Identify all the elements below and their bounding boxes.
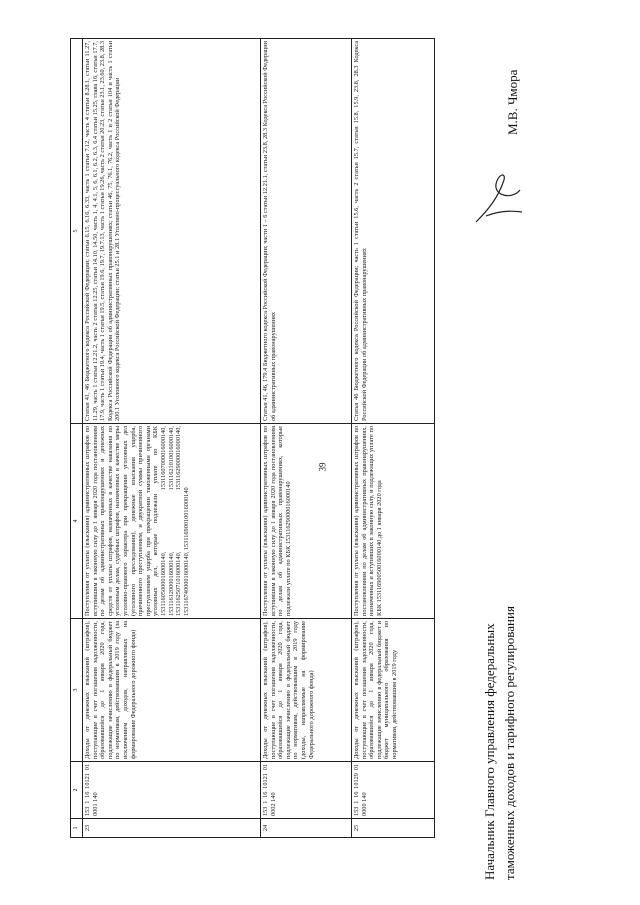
header-cell: 2	[71, 762, 83, 819]
header-cell: 3	[71, 619, 83, 762]
row-number: 24	[261, 819, 352, 838]
rotated-table-container	[70, 38, 450, 838]
row-basis: Статьи 41, 46 Бюджетного кодекса Российской Федерации; статьи 6.15, 6.16, 6.33, часть 1 статьи 7.12, часть 4 статьи 8.28.1, статьи 11.27, 11.29, часть 1 статьи 12.21.2, часть 2 статьи 12.25, статьи 14.10, 14.50, часть 1, 4, 4.1, 5, 6, 6.1, 6.2, 6.3, 6.4 статьи 15.25, глава 16, статьи 17.7, 17.9, часть 1 статьи 19.4, часть 1 статьи 19.5, статьи 19.6, 19.7, 19.7.13, часть 1 статьи 19.26, часть 2 статьи 20.23, статьи 23.1, 23.60, 23.8, 28.3 Кодекса Российской Федерации об административных правонарушениях; статьи 46, 75, 76.1, 76.2, часть 1 и 2 статьи 104 и часть 1 статьи 200.1 Уголовного кодекса Российской Федерации; статьи 25.1 и 28.1 Уголовно-процессуального кодекса Российской Федерации	[83, 39, 261, 424]
table-row	[83, 39, 261, 838]
page-number: 39	[317, 462, 328, 472]
row-name: Доходы от денежных взысканий (штрафов), поступающие в счет погашения задолженности, образовавшейся до 1 января 2020 года, подлежащие зачислению в федеральный бюджет по нормативам, действовавшим в 2019 году (доходы, направляемые на формирование Федерального дорожного фонда)	[261, 619, 352, 762]
row-number: 23	[83, 819, 261, 838]
row-code: 153 1 16 10121 01 0001 140	[83, 762, 261, 819]
header-cell: 5	[71, 39, 83, 424]
table-header-row	[71, 39, 83, 838]
table-row	[352, 39, 435, 838]
table-row	[261, 39, 352, 838]
row-description: Поступления от уплаты (взыскания) административных штрафов по вступившим в законную силу до 1 января 2020 года постановлениям по делам об административных правонарушениях и денежных средств от уплаты штрафов, назначенных в качестве наказания по уголовным делам, судебных штрафов, назначенных в качестве меры уголовно-правового характера при прекращении уголовных дел (уголовного преследования), денежные взыскания ущерба, причиненного преступлением, и двукратной суммы причиненного преступлением ущерба при прекращении таможенными органами уголовных дел, которые подлежали уплате по КБК 15311605000016000140, 15311607000016000140, 15311612000016000140, 15311621010016000140, 15311625071016000140, 15311629000016000140, 15311674000016000140, 15311690010016000140	[83, 424, 261, 619]
revenue-table	[70, 38, 435, 838]
header-cell: 1	[71, 819, 83, 838]
row-name: Доходы от денежных взысканий (штрафов), поступающие в счет погашения задолженности, образовавшейся до 1 января 2020 года, подлежащие зачислению в федеральный бюджет по нормативам, действовавшим в 2019 году (за исключением доходов, направляемых на формирование Федерального дорожного фонда)	[83, 619, 261, 762]
handwritten-signature	[468, 160, 528, 230]
row-number: 25	[352, 819, 435, 838]
signatory-title: Начальник Главного управления федеральных таможенных доходов и тарифного регулирования	[482, 606, 517, 880]
row-description: Поступления от уплаты (взыскания) административных штрафов по вступившим в законную силу до 1 января 2020 года постановлениям по делам об административных правонарушениях, которые подлежали уплате по КБК 15311629000016000140	[261, 424, 352, 619]
row-basis: Статьи 41, 46, 179.4 Бюджетного кодекса Российской Федерации; части 1 – 6 статьи 12.21.1, статьи 23.8, 28.3 Кодекса Российской Федерации об административных правонарушениях	[261, 39, 352, 424]
row-name: Доходы от денежных взысканий (штрафов), поступающие в счет погашения задолженности, образовавшейся до 1 января 2020 года, подлежащие зачислению в федеральный бюджет и бюджет муниципального образования по нормативам, действовавшим в 2019 году	[352, 619, 435, 762]
row-code: 153 1 16 10121 01 0002 140	[261, 762, 352, 819]
row-basis: Статья 46 Бюджетного кодекса Российской Федерации; часть 1 статьи 15.6, часть 2 статьи 15.7, статьи 15.8, 15.9, 23.8, 28.3 Кодекса Российской Федерации об административных правонарушениях	[352, 39, 435, 424]
row-description: Поступления от уплаты (взыскания) административных штрафов по постановлениям по делам об административных правонарушениях, назначенных и вступивших в законную силу, и подлежащих уплате по КБК 15311690050016000140 до 1 января 2020 года	[352, 424, 435, 619]
row-code: 153 1 16 10129 01 0000 140	[352, 762, 435, 819]
header-cell: 4	[71, 424, 83, 619]
signatory-name: М.В. Чмора	[505, 69, 520, 135]
